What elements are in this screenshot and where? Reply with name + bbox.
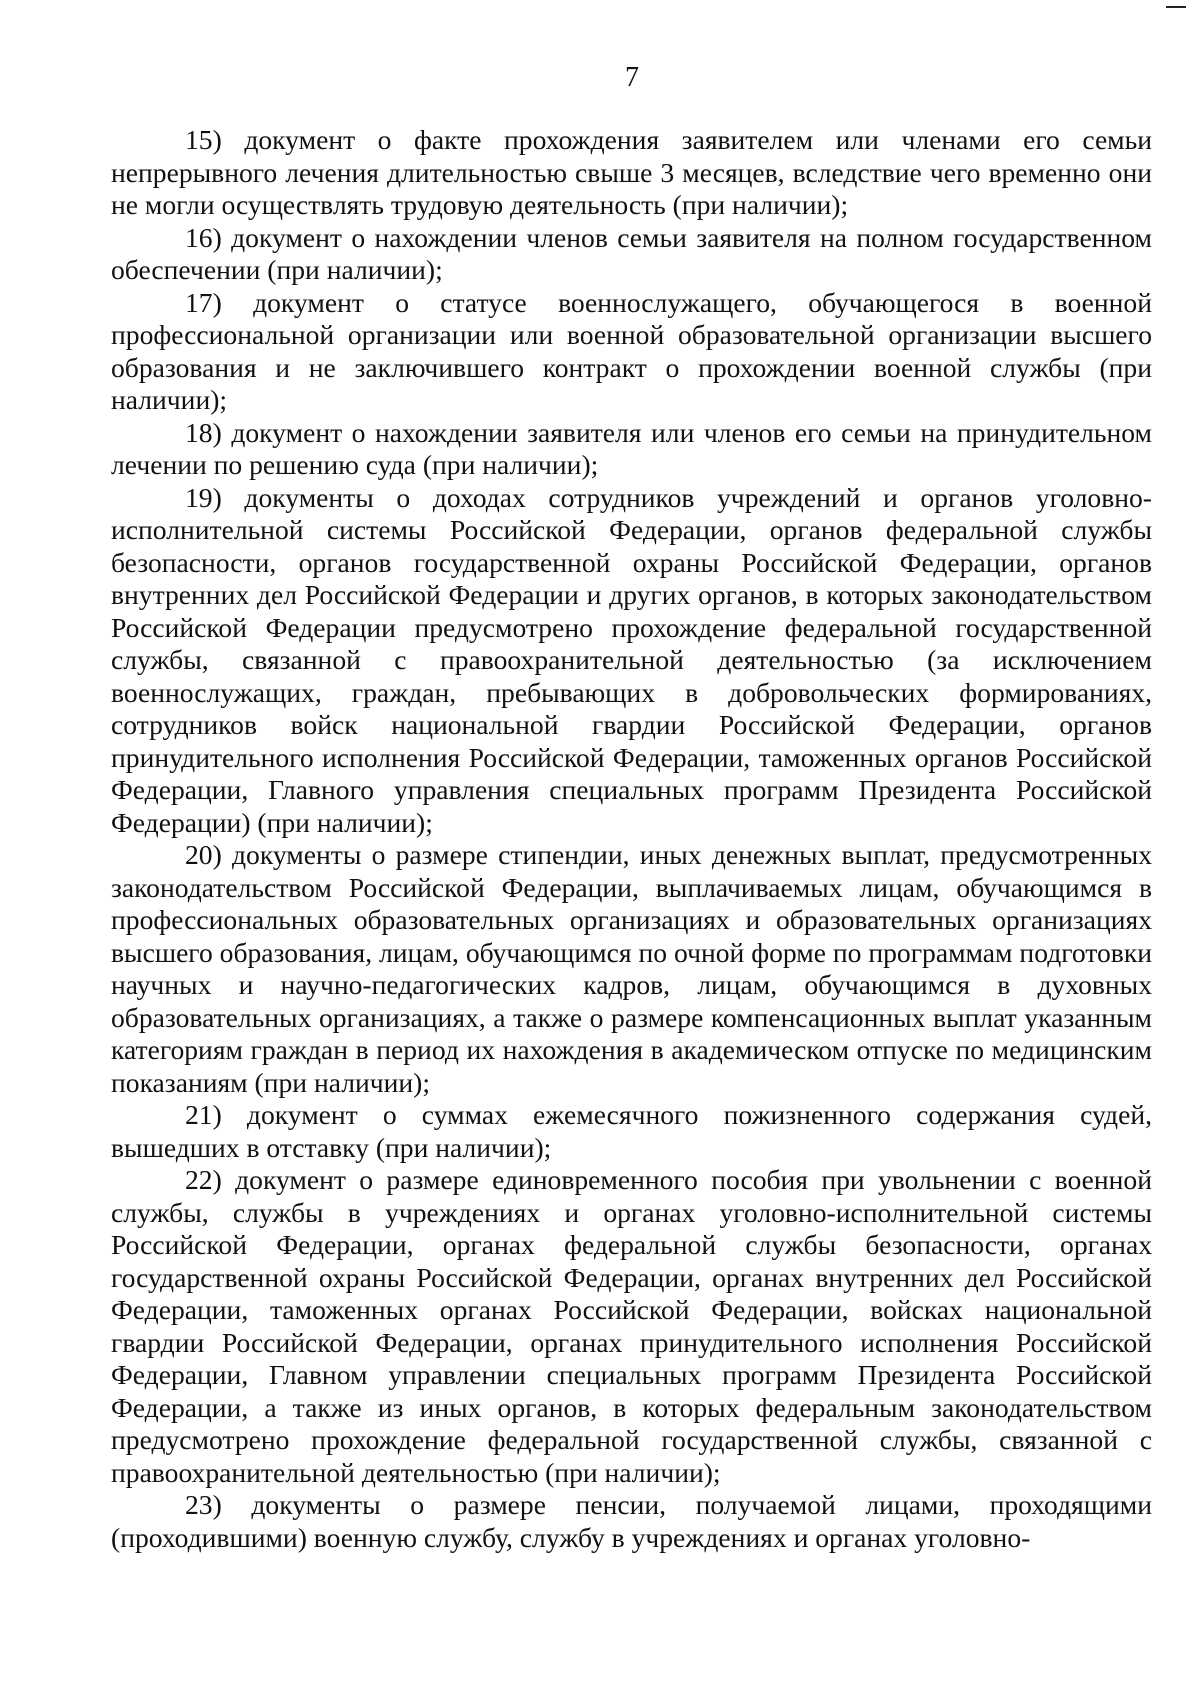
list-item-17: 17) документ о статусе военнослужащего, обучающегося в военной профессиональной организации или военной образовательной организации высшего образования и не заключившего контракт о прохождении военной службы (при наличии); [111, 286, 1152, 415]
page-edge-mark [1166, 6, 1186, 8]
list-item-16: 16) документ о нахождении членов семьи заявителя на полном государственном обеспечении (при наличии); [111, 221, 1152, 285]
list-item-20: 20) документы о размере стипендии, иных денежных выплат, предусмотренных законодательством Российской Федерации, выплачиваемых лицам, обучающимся в профессиональных образовательных организациях и образовательных организациях высшего образования, лицам, обучающимся по очной форме по программам подготовки научных и научно-педагогических кадров, лицам, обучающимся в духовных образовательных организациях, а также о размере компенсационных выплат указанным категориям граждан в период их нахождения в академическом отпуске по медицинским показаниям (при наличии); [111, 839, 1152, 1098]
list-item-22: 22) документ о размере единовременного пособия при увольнении с военной службы, службы в учреждениях и органах уголовно-исполнительной системы Российской Федерации, органах федеральной службы безопасности, органах государственной охраны Российской Федерации, органах внутренних дел Российской Федерации, таможенных органах Российской Федерации, войсках национальной гвардии Российской Федерации, органах принудительного исполнения Российской Федерации, Главном управлении специальных программ Президента Российской Федерации, а также из иных органов, в которых федеральным законодательством предусмотрено прохождение федеральной государственной службы, связанной с правоохранительной деятельностью (при наличии); [111, 1164, 1152, 1488]
list-item-23: 23) документы о размере пенсии, получаемой лицами, проходящими (проходившими) военную службу, службу в учреждениях и органах уголовно- [111, 1489, 1152, 1553]
list-item-19: 19) документы о доходах сотрудников учреждений и органов уголовно-исполнительной системы Российской Федерации, органов федеральной службы безопасности, органов государственной охраны Российской Федерации, органов внутренних дел Российской Федерации и других органов, в которых законодательством Российской Федерации предусмотрено прохождение федеральной государственной службы, связанной с правоохранительной деятельностью (за исключением военнослужащих, граждан, пребывающих в добровольческих формированиях, сотрудников войск национальной гвардии Российской Федерации, органов принудительного исполнения Российской Федерации, таможенных органов Российской Федерации, Главного управления специальных программ Президента Российской Федерации) (при наличии); [111, 481, 1152, 838]
list-item-21: 21) документ о суммах ежемесячного пожизненного содержания судей, вышедших в отставку (при наличии); [111, 1099, 1152, 1163]
document-body [111, 124, 1152, 1554]
list-item-18: 18) документ о нахождении заявителя или членов его семьи на принудительном лечении по решению суда (при наличии); [111, 416, 1152, 480]
page-number: 7 [625, 62, 639, 93]
list-item-15: 15) документ о факте прохождения заявителем или членами его семьи непрерывного лечения длительностью свыше 3 месяцев, вследствие чего временно они не могли осуществлять трудовую деятельность (при наличии); [111, 124, 1152, 220]
